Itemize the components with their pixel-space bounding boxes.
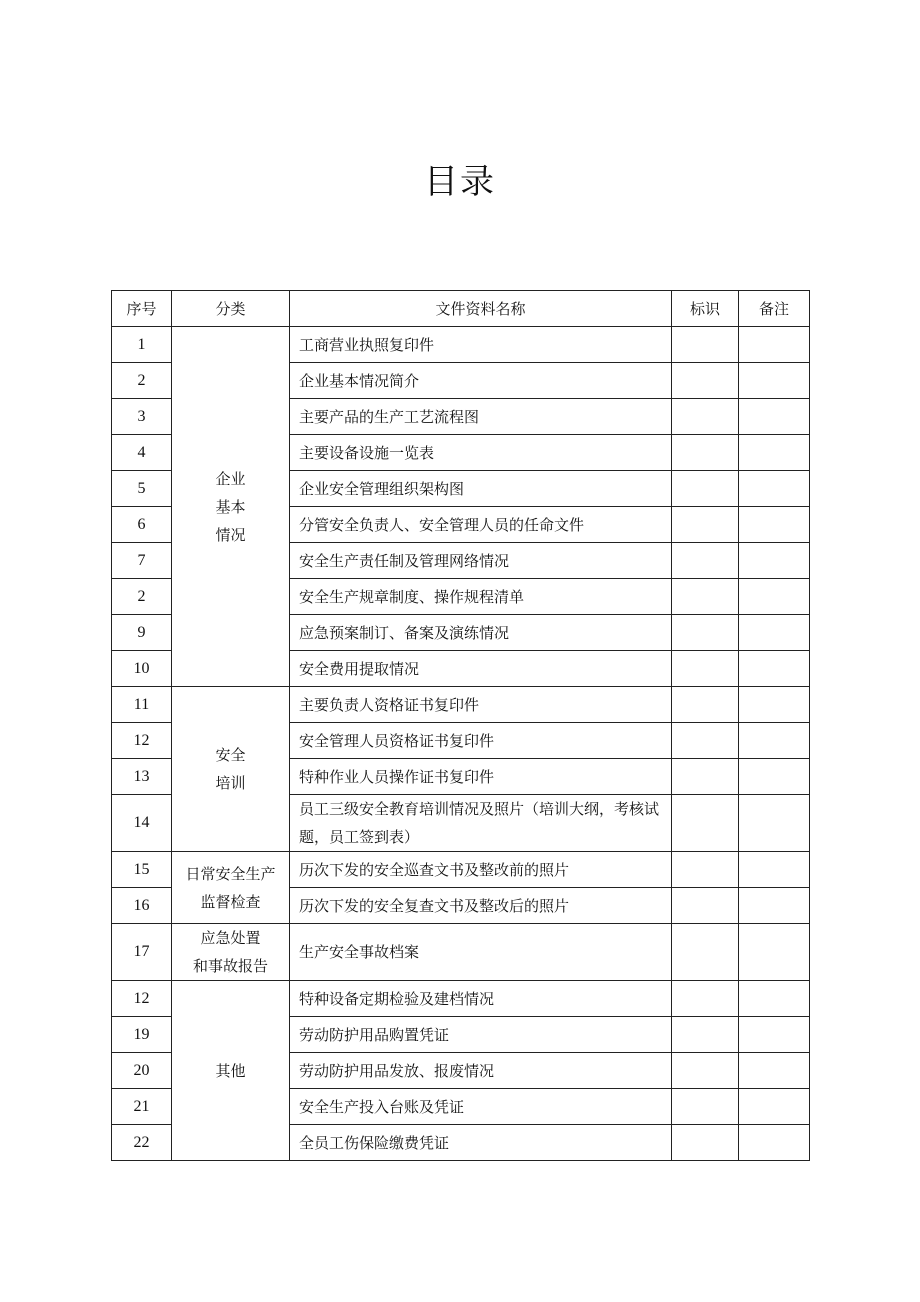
category-inspection — [172, 852, 290, 924]
note-cell — [739, 327, 810, 363]
category-other — [172, 981, 290, 1161]
header-mark: 标识 — [672, 291, 739, 327]
category-line: 日常安全生产 — [185, 864, 276, 883]
note-cell — [739, 1053, 810, 1089]
mark-cell — [672, 687, 739, 723]
row-number: 15 — [112, 852, 172, 888]
header-category: 分类 — [172, 291, 290, 327]
category-basic — [172, 327, 290, 687]
document-name: 应急预案制订、备案及演练情况 — [290, 615, 672, 651]
category-line: 其他 — [215, 1061, 246, 1080]
category-line: 和事故报告 — [192, 957, 268, 975]
table-row — [112, 924, 810, 981]
mark-cell — [672, 471, 739, 507]
mark-cell — [672, 579, 739, 615]
note-cell — [739, 399, 810, 435]
note-cell — [739, 888, 810, 924]
row-number: 17 — [112, 924, 172, 981]
category-line: 情况 — [215, 525, 246, 544]
note-cell — [739, 759, 810, 795]
table-row — [112, 981, 810, 1017]
mark-cell — [672, 1053, 739, 1089]
mark-cell — [672, 924, 739, 981]
mark-cell — [672, 651, 739, 687]
note-cell — [739, 1089, 810, 1125]
row-number: 9 — [112, 615, 172, 651]
category-line: 培训 — [215, 774, 246, 792]
row-number: 12 — [112, 723, 172, 759]
mark-cell — [672, 507, 739, 543]
note-cell — [739, 1125, 810, 1161]
category-line: 安全 — [215, 746, 246, 764]
note-cell — [739, 723, 810, 759]
document-name: 特种设备定期检验及建档情况 — [290, 981, 672, 1017]
mark-cell — [672, 1017, 739, 1053]
row-number: 20 — [112, 1053, 172, 1089]
note-cell — [739, 363, 810, 399]
document-name: 主要产品的生产工艺流程图 — [290, 399, 672, 435]
toc-table — [111, 290, 810, 1161]
document-name: 员工三级安全教育培训情况及照片（培训大纲，考核试题，员工签到表） — [290, 795, 672, 852]
document-name: 安全费用提取情况 — [290, 651, 672, 687]
document-name: 劳动防护用品发放、报废情况 — [290, 1053, 672, 1089]
note-cell — [739, 435, 810, 471]
header-document: 文件资料名称 — [290, 291, 672, 327]
mark-cell — [672, 795, 739, 852]
mark-cell — [672, 981, 739, 1017]
row-number: 22 — [112, 1125, 172, 1161]
mark-cell — [672, 399, 739, 435]
document-name: 特种作业人员操作证书复印件 — [290, 759, 672, 795]
row-number: 10 — [112, 651, 172, 687]
note-cell — [739, 687, 810, 723]
document-name: 生产安全事故档案 — [290, 924, 672, 981]
mark-cell — [672, 1125, 739, 1161]
category-line: 企业 — [215, 469, 246, 488]
note-cell — [739, 507, 810, 543]
category-training — [172, 687, 290, 852]
category-line: 监督检查 — [200, 892, 261, 911]
row-number: 21 — [112, 1089, 172, 1125]
mark-cell — [672, 852, 739, 888]
row-number: 5 — [112, 471, 172, 507]
page-title: 目录 — [424, 162, 496, 202]
note-cell — [739, 543, 810, 579]
row-number: 2 — [112, 363, 172, 399]
note-cell — [739, 579, 810, 615]
document-name: 分管安全负责人、安全管理人员的任命文件 — [290, 507, 672, 543]
row-number: 12 — [112, 981, 172, 1017]
document-name: 安全生产投入台账及凭证 — [290, 1089, 672, 1125]
row-number: 11 — [112, 687, 172, 723]
document-name: 主要设备设施一览表 — [290, 435, 672, 471]
row-number: 19 — [112, 1017, 172, 1053]
category-emergency — [172, 924, 290, 981]
document-name: 企业安全管理组织架构图 — [290, 471, 672, 507]
table-row — [112, 687, 810, 723]
mark-cell — [672, 759, 739, 795]
note-cell — [739, 615, 810, 651]
category-line: 应急处置 — [200, 929, 261, 947]
note-cell — [739, 651, 810, 687]
table-row — [112, 852, 810, 888]
note-cell — [739, 852, 810, 888]
document-name: 劳动防护用品购置凭证 — [290, 1017, 672, 1053]
note-cell — [739, 924, 810, 981]
document-name: 工商营业执照复印件 — [290, 327, 672, 363]
mark-cell — [672, 327, 739, 363]
row-number: 13 — [112, 759, 172, 795]
document-name: 安全生产规章制度、操作规程清单 — [290, 579, 672, 615]
mark-cell — [672, 363, 739, 399]
mark-cell — [672, 1089, 739, 1125]
row-number: 4 — [112, 435, 172, 471]
mark-cell — [672, 615, 739, 651]
category-line: 基本 — [215, 497, 246, 516]
row-number: 2 — [112, 579, 172, 615]
mark-cell — [672, 435, 739, 471]
note-cell — [739, 1017, 810, 1053]
mark-cell — [672, 543, 739, 579]
document-name: 安全管理人员资格证书复印件 — [290, 723, 672, 759]
document-name: 主要负责人资格证书复印件 — [290, 687, 672, 723]
mark-cell — [672, 888, 739, 924]
table-row — [112, 327, 810, 363]
note-cell — [739, 795, 810, 852]
row-number: 3 — [112, 399, 172, 435]
row-number: 14 — [112, 795, 172, 852]
note-cell — [739, 471, 810, 507]
document-name: 企业基本情况简介 — [290, 363, 672, 399]
row-number: 6 — [112, 507, 172, 543]
row-number: 1 — [112, 327, 172, 363]
document-name: 全员工伤保险缴费凭证 — [290, 1125, 672, 1161]
row-number: 16 — [112, 888, 172, 924]
document-name: 安全生产责任制及管理网络情况 — [290, 543, 672, 579]
note-cell — [739, 981, 810, 1017]
header-index: 序号 — [112, 291, 172, 327]
header-row — [112, 291, 810, 327]
document-name: 历次下发的安全复查文书及整改后的照片 — [290, 888, 672, 924]
row-number: 7 — [112, 543, 172, 579]
mark-cell — [672, 723, 739, 759]
document-name: 历次下发的安全巡查文书及整改前的照片 — [290, 852, 672, 888]
header-note: 备注 — [739, 291, 810, 327]
